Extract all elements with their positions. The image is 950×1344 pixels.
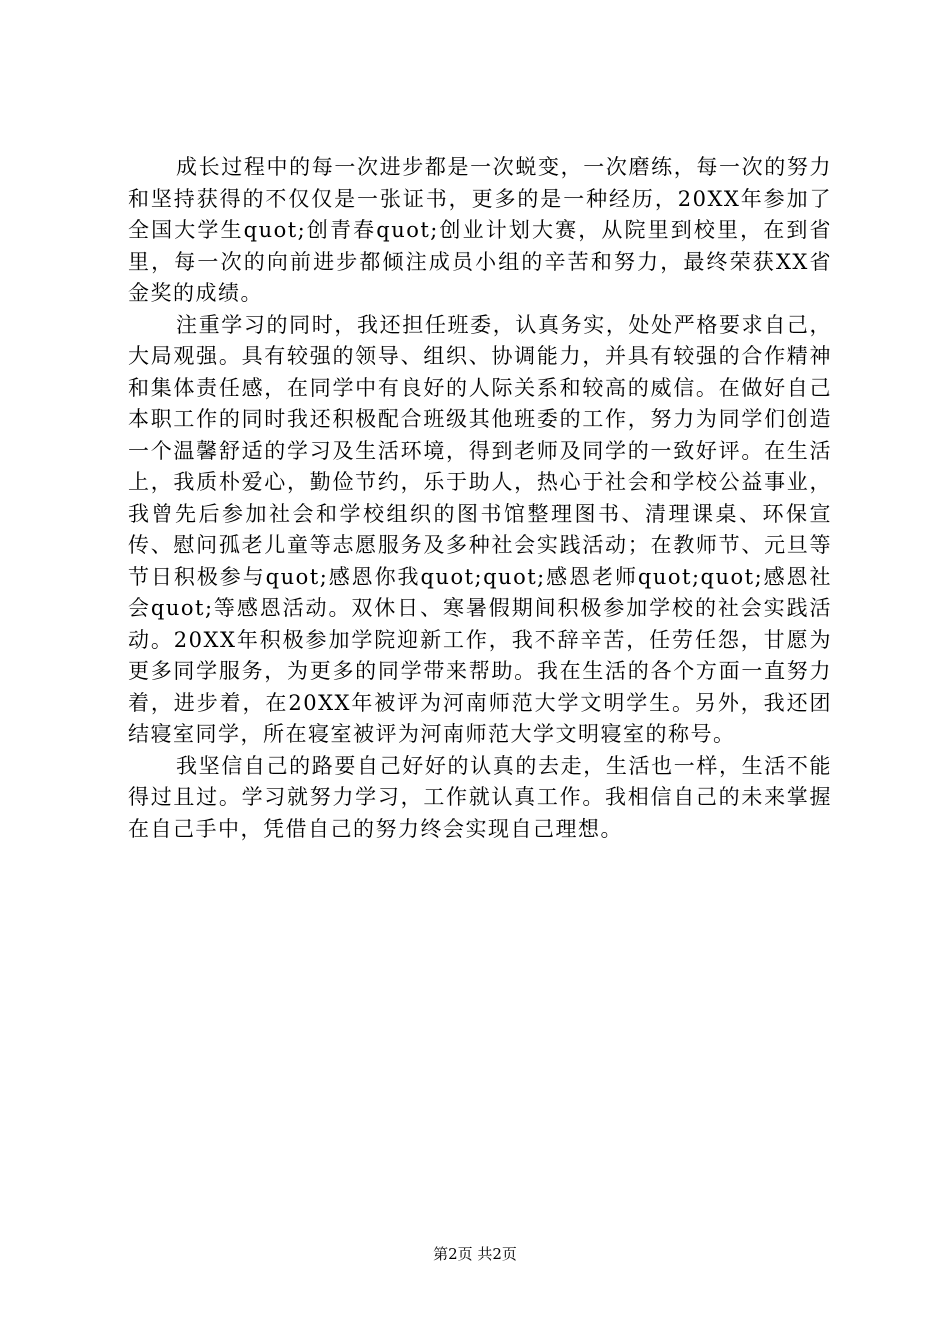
paragraph-class-committee: 注重学习的同时，我还担任班委，认真务实，处处严格要求自己，大局观强。具有较强的领导、组织、协调能力，并具有较强的合作精神和集体责任感，在同学中有良好的人际关系和较高的威信。在做好自己本职工作的同时我还积极配合班级其他班委的工作，努力为同学们创造一个温馨舒适的学习及生活环境，得到老师及同学的一致好评。在生活上，我质朴爱心，勤俭节约，乐于助人，热心于社会和学校公益事业，我曾先后参加社会和学校组织的图书馆整理图书、清理课桌、环保宣传、慰问孤老儿童等志愿服务及多种社会实践活动；在教师节、元旦等节日积极参与quot;感恩你我quot;quot;感恩老师quot;quot;感恩社会quot;等感恩活动。双休日、寒暑假期间积极参加学校的社会实践活动。20XX年积极参加学院迎新工作，我不辞辛苦，任劳任怨，甘愿为更多同学服务，为更多的同学带来帮助。我在生活的各个方面一直努力着，进步着，在20XX年被评为河南师范大学文明学生。另外，我还团结寝室同学，所在寝室被评为河南师范大学文明寝室的称号。	[128, 312, 832, 746]
paragraph-conclusion: 我坚信自己的路要自己好好的认真的去走，生活也一样，生活不能得过且过。学习就努力学习，工作就认真工作。我相信自己的未来掌握在自己手中，凭借自己的努力终会实现自己理想。	[128, 753, 832, 841]
page-footer	[0, 1244, 950, 1264]
document-body	[128, 152, 832, 845]
paragraph-achievement: 成长过程中的每一次进步都是一次蜕变，一次磨练，每一次的努力和坚持获得的不仅仅是一张证书，更多的是一种经历，20XX年参加了全国大学生quot;创青春quot;创业计划大赛，从院里到校里，在到省里，每一次的向前进步都倾注成员小组的辛苦和努力，最终荣获XX省金奖的成绩。	[128, 155, 832, 305]
page-number-label: 第2页 共2页	[433, 1245, 517, 1263]
